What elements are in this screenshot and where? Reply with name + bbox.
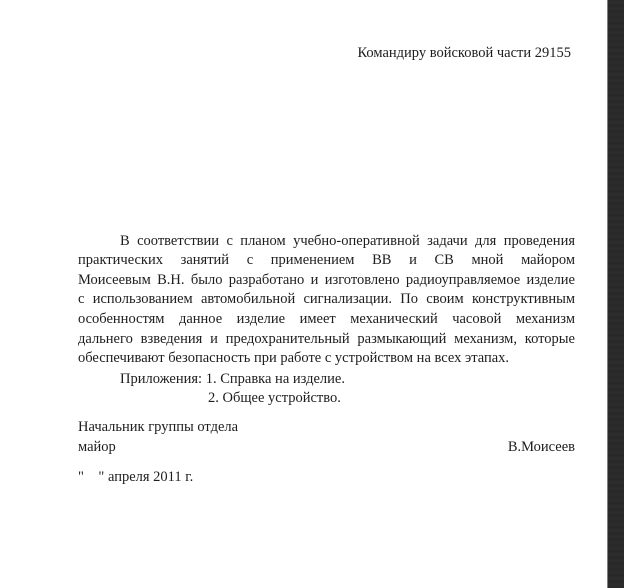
attachment-item-2: 2. Общее устройство.: [208, 390, 341, 407]
body-line-7: обеспечивают безопасность при работе с устройством на всех этапах.: [78, 350, 510, 367]
signature-position: Начальник группы отдела: [78, 418, 239, 435]
signature-name: В.Моисеев: [507, 438, 575, 455]
body-line-4: с использованием автомобильной сигнализации. По своим конструктивным: [78, 291, 575, 308]
attachments-block: [78, 370, 575, 409]
attachment-item-1: Приложения: 1. Справка на изделие.: [120, 370, 345, 387]
body-line-5: особенностям данное изделие имеет механический часовой механизм: [78, 310, 575, 327]
date-line: " " апреля 2011 г.: [78, 469, 194, 486]
signature-row: [78, 438, 575, 458]
body-line-3: Моисеевым В.Н. было разработано и изготовлено радиоуправляемое изделие: [78, 271, 575, 288]
signature-rank: майор: [78, 438, 116, 455]
letter-body: [78, 232, 575, 369]
body-line-6: дальнего взведения и предохранительный размыкающий механизм, которые: [78, 330, 575, 347]
body-line-2: практических занятий с применением ВВ и СВ мной майором: [78, 252, 575, 269]
body-line-1: В соответствии с планом учебно-оперативной задачи для проведения: [120, 232, 575, 249]
letter-content: [78, 0, 575, 488]
addressee-line: Командиру войсковой части 29155: [357, 45, 571, 61]
right-edge-strip: [607, 0, 624, 588]
